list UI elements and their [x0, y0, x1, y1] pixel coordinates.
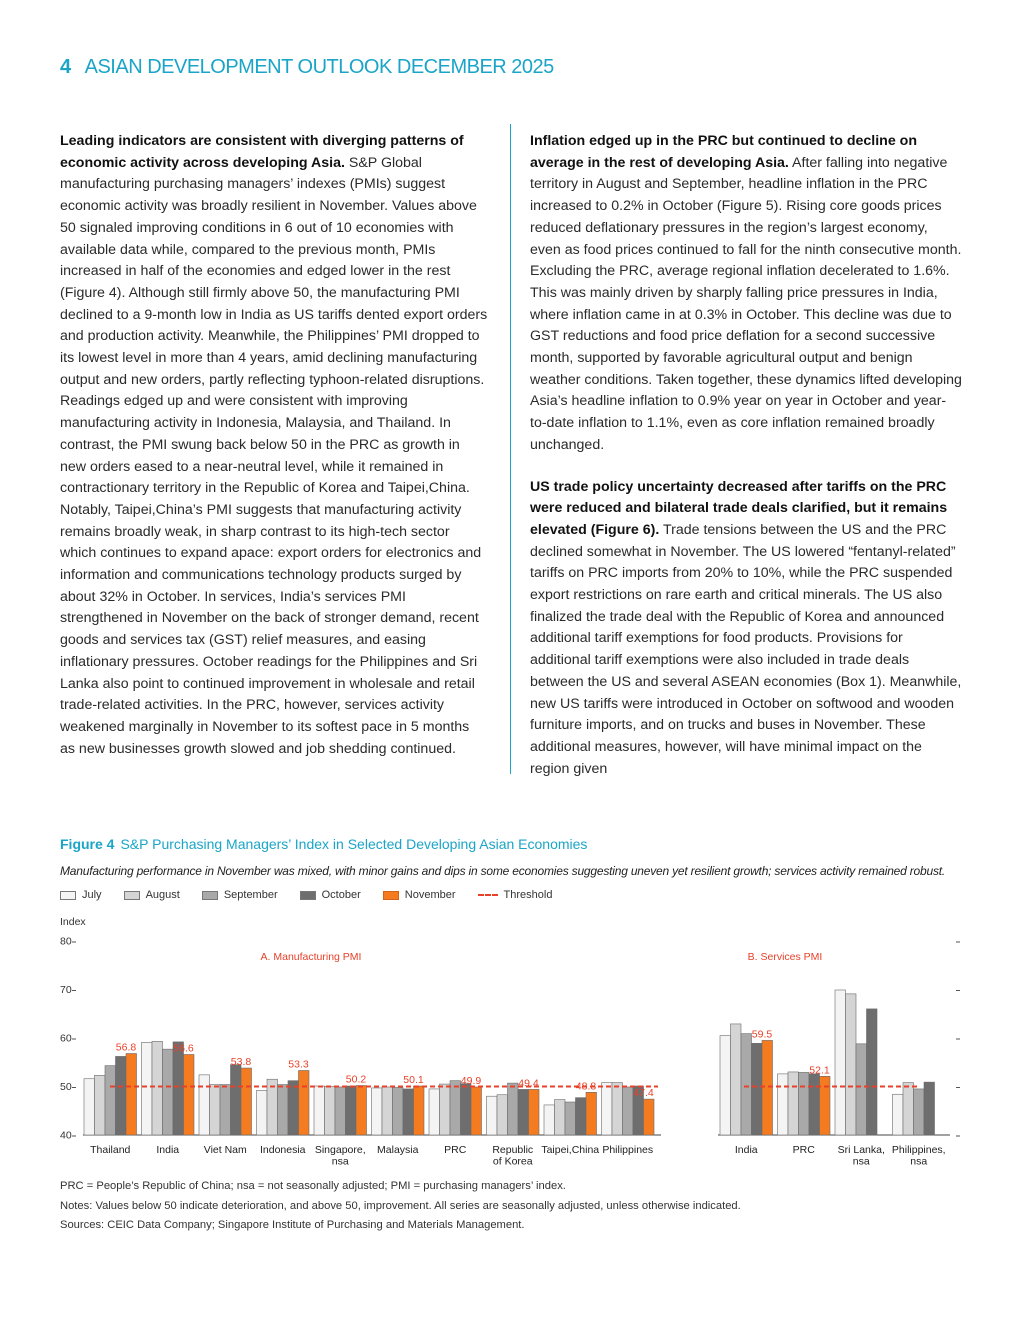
bar-september	[856, 1044, 867, 1135]
bar-november	[820, 1076, 831, 1135]
sources-line: Sources: CEIC Data Company; Singapore Institute of Purchasing and Materials Management.	[60, 1219, 525, 1231]
bar-october	[867, 1009, 878, 1135]
category-label: PRC	[792, 1144, 815, 1156]
data-label-november: 53.3	[288, 1058, 309, 1071]
bar-august	[497, 1095, 508, 1135]
bar-october	[752, 1043, 763, 1135]
category-label: Indonesia	[259, 1144, 306, 1156]
bar-november	[586, 1092, 597, 1135]
category-label: Philippines	[602, 1144, 654, 1156]
category-label: India	[734, 1144, 758, 1156]
bar-september	[741, 1034, 752, 1135]
bar-october	[403, 1089, 414, 1135]
category-label: Sri Lanka,	[837, 1144, 885, 1156]
category-label: Republic	[492, 1144, 534, 1156]
panel-title-services: B. Services PMI	[747, 951, 823, 963]
paragraph-lead: US trade policy uncertainty decreased after tariffs on the PRC were reduced and bilateral trade deals clarified, but it remains elevated (Figure 6).	[530, 478, 948, 538]
bar-october	[173, 1042, 184, 1135]
data-label-november: 56.6	[173, 1042, 194, 1055]
data-label-november: 59.5	[751, 1028, 773, 1041]
bar-september	[914, 1089, 925, 1135]
bar-november	[644, 1099, 655, 1135]
bar-august	[210, 1085, 221, 1135]
bar-august	[267, 1079, 278, 1135]
data-label-november: 48.8	[575, 1080, 597, 1093]
category-label: Philippines,	[891, 1144, 946, 1156]
legend-label: July	[82, 889, 102, 901]
data-label-november: 47.4	[633, 1087, 654, 1100]
data-label-november: 56.8	[115, 1041, 137, 1054]
bar-july	[142, 1042, 153, 1135]
figure-caption: S&P Purchasing Managers’ Index in Selected Developing Asian Economies	[120, 836, 588, 852]
bar-september	[335, 1087, 346, 1135]
bar-august	[440, 1084, 451, 1135]
bar-july	[893, 1094, 904, 1135]
category-label: Singapore,	[314, 1144, 366, 1156]
category-label: Viet Nam	[203, 1144, 247, 1156]
bar-august	[612, 1083, 623, 1135]
figure-label: Figure 4	[60, 836, 115, 852]
bar-october	[461, 1084, 472, 1135]
category-label: nsa	[910, 1155, 928, 1168]
data-label-november: 49.9	[460, 1074, 482, 1087]
bar-november	[471, 1087, 482, 1135]
bar-august	[555, 1100, 566, 1135]
bar-august	[788, 1072, 799, 1135]
bar-october	[924, 1082, 935, 1135]
bar-july	[720, 1036, 731, 1135]
category-label: India	[156, 1144, 180, 1156]
category-label: of Korea	[492, 1155, 533, 1168]
legend-label: November	[404, 889, 456, 901]
y-axis-label: Index	[60, 916, 86, 928]
category-label: Thailand	[90, 1144, 131, 1156]
bar-august	[325, 1087, 336, 1136]
paragraph-text: S&P Global manufacturing purchasing managers’ indexes (PMIs) suggest economic activity was broadly resilient in November. Values above 50 signaled improving conditions in 6 out of 10 economies with available data while, compared to the previous month, PMIs increased in half of the economies and edged lower in the rest (Figure 4). Although still firmly above 50, the manufacturing PMI declined to a 9-month low in India as US tariffs dented export orders and production activity. Meanwhile, the Philippines’ PMI dropped to its lowest level in more than 4 years, amid declining manufacturing output and new orders, partly reflecting typhoon-related disruptions. Readings edged up and were consistent with improving manufacturing activity in Indonesia, Malaysia, and Thailand. In contrast, the PMI swung back below 50 in the PRC as growth in new orders eased to a near-neutral level, while it remained in contractionary territory in the Republic of Korea and Taipei,China. Notably, Taipei,China’s PMI suggests that manufacturing activity remains broadly weak, in sharp contrast to its high-tech sector which continues to expand apace: export orders for electronics and information and communications technology products surged by about 32% in October. In services, India’s services PMI strengthened in November on the back of stronger demand, recent goods and services tax (GST) relief measures, and easing inflationary pressures. October readings for the Philippines and Sri Lanka also point to continued improvement in wholesale and retail trade-related activities. In the PRC, however, services activity weakened marginally in November to its softest pace in 5 months as new businesses growth slowed and job shedding continued.	[60, 154, 488, 757]
paragraph-text: Trade tensions between the US and the PRC declined somewhat in November. The US lowered “fentanyl-related” tariffs on PRC imports from 20% to 10%, while the PRC suspended export restrictions on rare earth and critical minerals. The US also finalized the trade deal with the Republic of Korea and announced additional tariff exemptions for food products. Provisions for additional tariff exemptions were also included in trade deals between the US and several ASEAN economies (Box 1). Meanwhile, new US tariffs were introduced in October on softwood and wooden furniture imports, and on trucks and buses in November. These additional measures, however, will have minimal impact on the region given	[530, 521, 962, 777]
bar-august	[731, 1024, 742, 1135]
y-tick-label: 80	[60, 935, 72, 948]
bar-october	[518, 1089, 529, 1135]
y-tick-label: 50	[60, 1081, 72, 1093]
bar-september	[450, 1081, 461, 1135]
y-tick-label: 70	[60, 984, 72, 996]
bar-august	[152, 1041, 163, 1135]
bar-november	[299, 1070, 310, 1135]
bar-november	[126, 1054, 137, 1135]
bar-july	[835, 990, 846, 1135]
bar-october	[116, 1056, 127, 1135]
bar-november	[356, 1086, 367, 1135]
bar-november	[241, 1068, 252, 1135]
data-label-november: 53.8	[230, 1056, 252, 1069]
bar-november	[762, 1040, 773, 1135]
category-label: nsa	[852, 1155, 870, 1168]
category-label: Taipei,China	[541, 1144, 600, 1156]
legend-label: August	[145, 889, 180, 901]
bar-july	[602, 1083, 613, 1135]
page-number: 4	[60, 56, 71, 78]
paragraph-text: After falling into negative territory in August and September, headline inflation in the PRC increased to 0.2% in October (Figure 5). Rising core goods prices reduced deflationary pressures in the region’s largest economy, even as food prices continued to fall for the ninth consecutive month. Excluding the PRC, average regional inflation decelerated to 1.6%. This was mainly driven by sharply falling price pressures in India, where inflation came in at 0.3% in October. This decline was due to GST reductions and food price deflation for a second successive month, supported by favorable agricultural output and benign weather conditions. Taken together, these dynamics lifted developing Asia’s headline inflation to 0.9% year on year in October and year-to-date inflation to 1.1%, even as core inflation remained broadly unchanged.	[530, 154, 962, 453]
legend-label: Threshold	[503, 889, 553, 901]
figure-subtitle: Manufacturing performance in November was mixed, with minor gains and dips in some economies suggesting uneven yet resilient growth; services activity remained robust.	[60, 864, 946, 878]
bar-july	[257, 1090, 268, 1135]
bar-july	[778, 1074, 789, 1135]
data-label-november: 50.1	[403, 1074, 424, 1087]
bar-july	[372, 1088, 383, 1135]
y-tick-label: 40	[60, 1129, 72, 1142]
data-label-november: 49.4	[518, 1077, 539, 1090]
bar-october	[346, 1086, 357, 1135]
bar-october	[809, 1074, 820, 1135]
figure-notes	[60, 1177, 741, 1236]
abbreviations-note: PRC = People’s Republic of China; nsa = not seasonally adjusted; PMI = purchasing managers’ index.	[60, 1180, 566, 1192]
bar-july	[84, 1079, 95, 1135]
bar-november	[184, 1054, 195, 1135]
category-label: nsa	[331, 1155, 349, 1168]
bar-july	[544, 1105, 555, 1135]
bar-october	[576, 1098, 587, 1135]
panel-title-manufacturing: A. Manufacturing PMI	[260, 951, 362, 963]
notes-line: Notes: Values below 50 indicate deterioration, and above 50, improvement. All series are seasonally adjusted, unless otherwise indicated.	[60, 1199, 741, 1212]
bar-august	[382, 1087, 393, 1135]
bar-august	[903, 1083, 914, 1135]
bar-september	[105, 1066, 116, 1135]
bar-september	[393, 1087, 404, 1135]
bar-november	[414, 1086, 425, 1135]
bar-october	[231, 1065, 242, 1135]
data-label-november: 52.1	[809, 1064, 830, 1077]
bar-november	[529, 1089, 540, 1135]
bar-july	[487, 1096, 498, 1135]
bar-october	[288, 1081, 299, 1135]
bar-september	[163, 1049, 174, 1135]
y-tick-label: 60	[60, 1032, 72, 1045]
bar-august	[95, 1075, 106, 1135]
bar-september	[508, 1083, 519, 1135]
bar-august	[846, 994, 857, 1135]
category-label: PRC	[444, 1144, 467, 1156]
data-label-november: 50.2	[345, 1073, 367, 1086]
bar-september	[565, 1102, 576, 1135]
bar-july	[314, 1086, 325, 1135]
publication-title: ASIAN DEVELOPMENT OUTLOOK DECEMBER 2025	[84, 56, 554, 78]
legend-label: September	[223, 889, 278, 901]
paragraph-lead: Leading indicators are consistent with diverging patterns of economic activity across developing Asia.	[60, 133, 464, 171]
bar-july	[199, 1075, 210, 1135]
bar-september	[623, 1087, 634, 1135]
bar-september	[278, 1085, 289, 1135]
category-label: Malaysia	[377, 1144, 419, 1156]
bar-july	[429, 1089, 440, 1135]
paragraph-lead: Inflation edged up in the PRC but continued to decline on average in the rest of developing Asia.	[530, 133, 917, 171]
bar-september	[799, 1072, 810, 1135]
legend-label: October	[321, 889, 361, 901]
bar-september	[220, 1085, 231, 1135]
